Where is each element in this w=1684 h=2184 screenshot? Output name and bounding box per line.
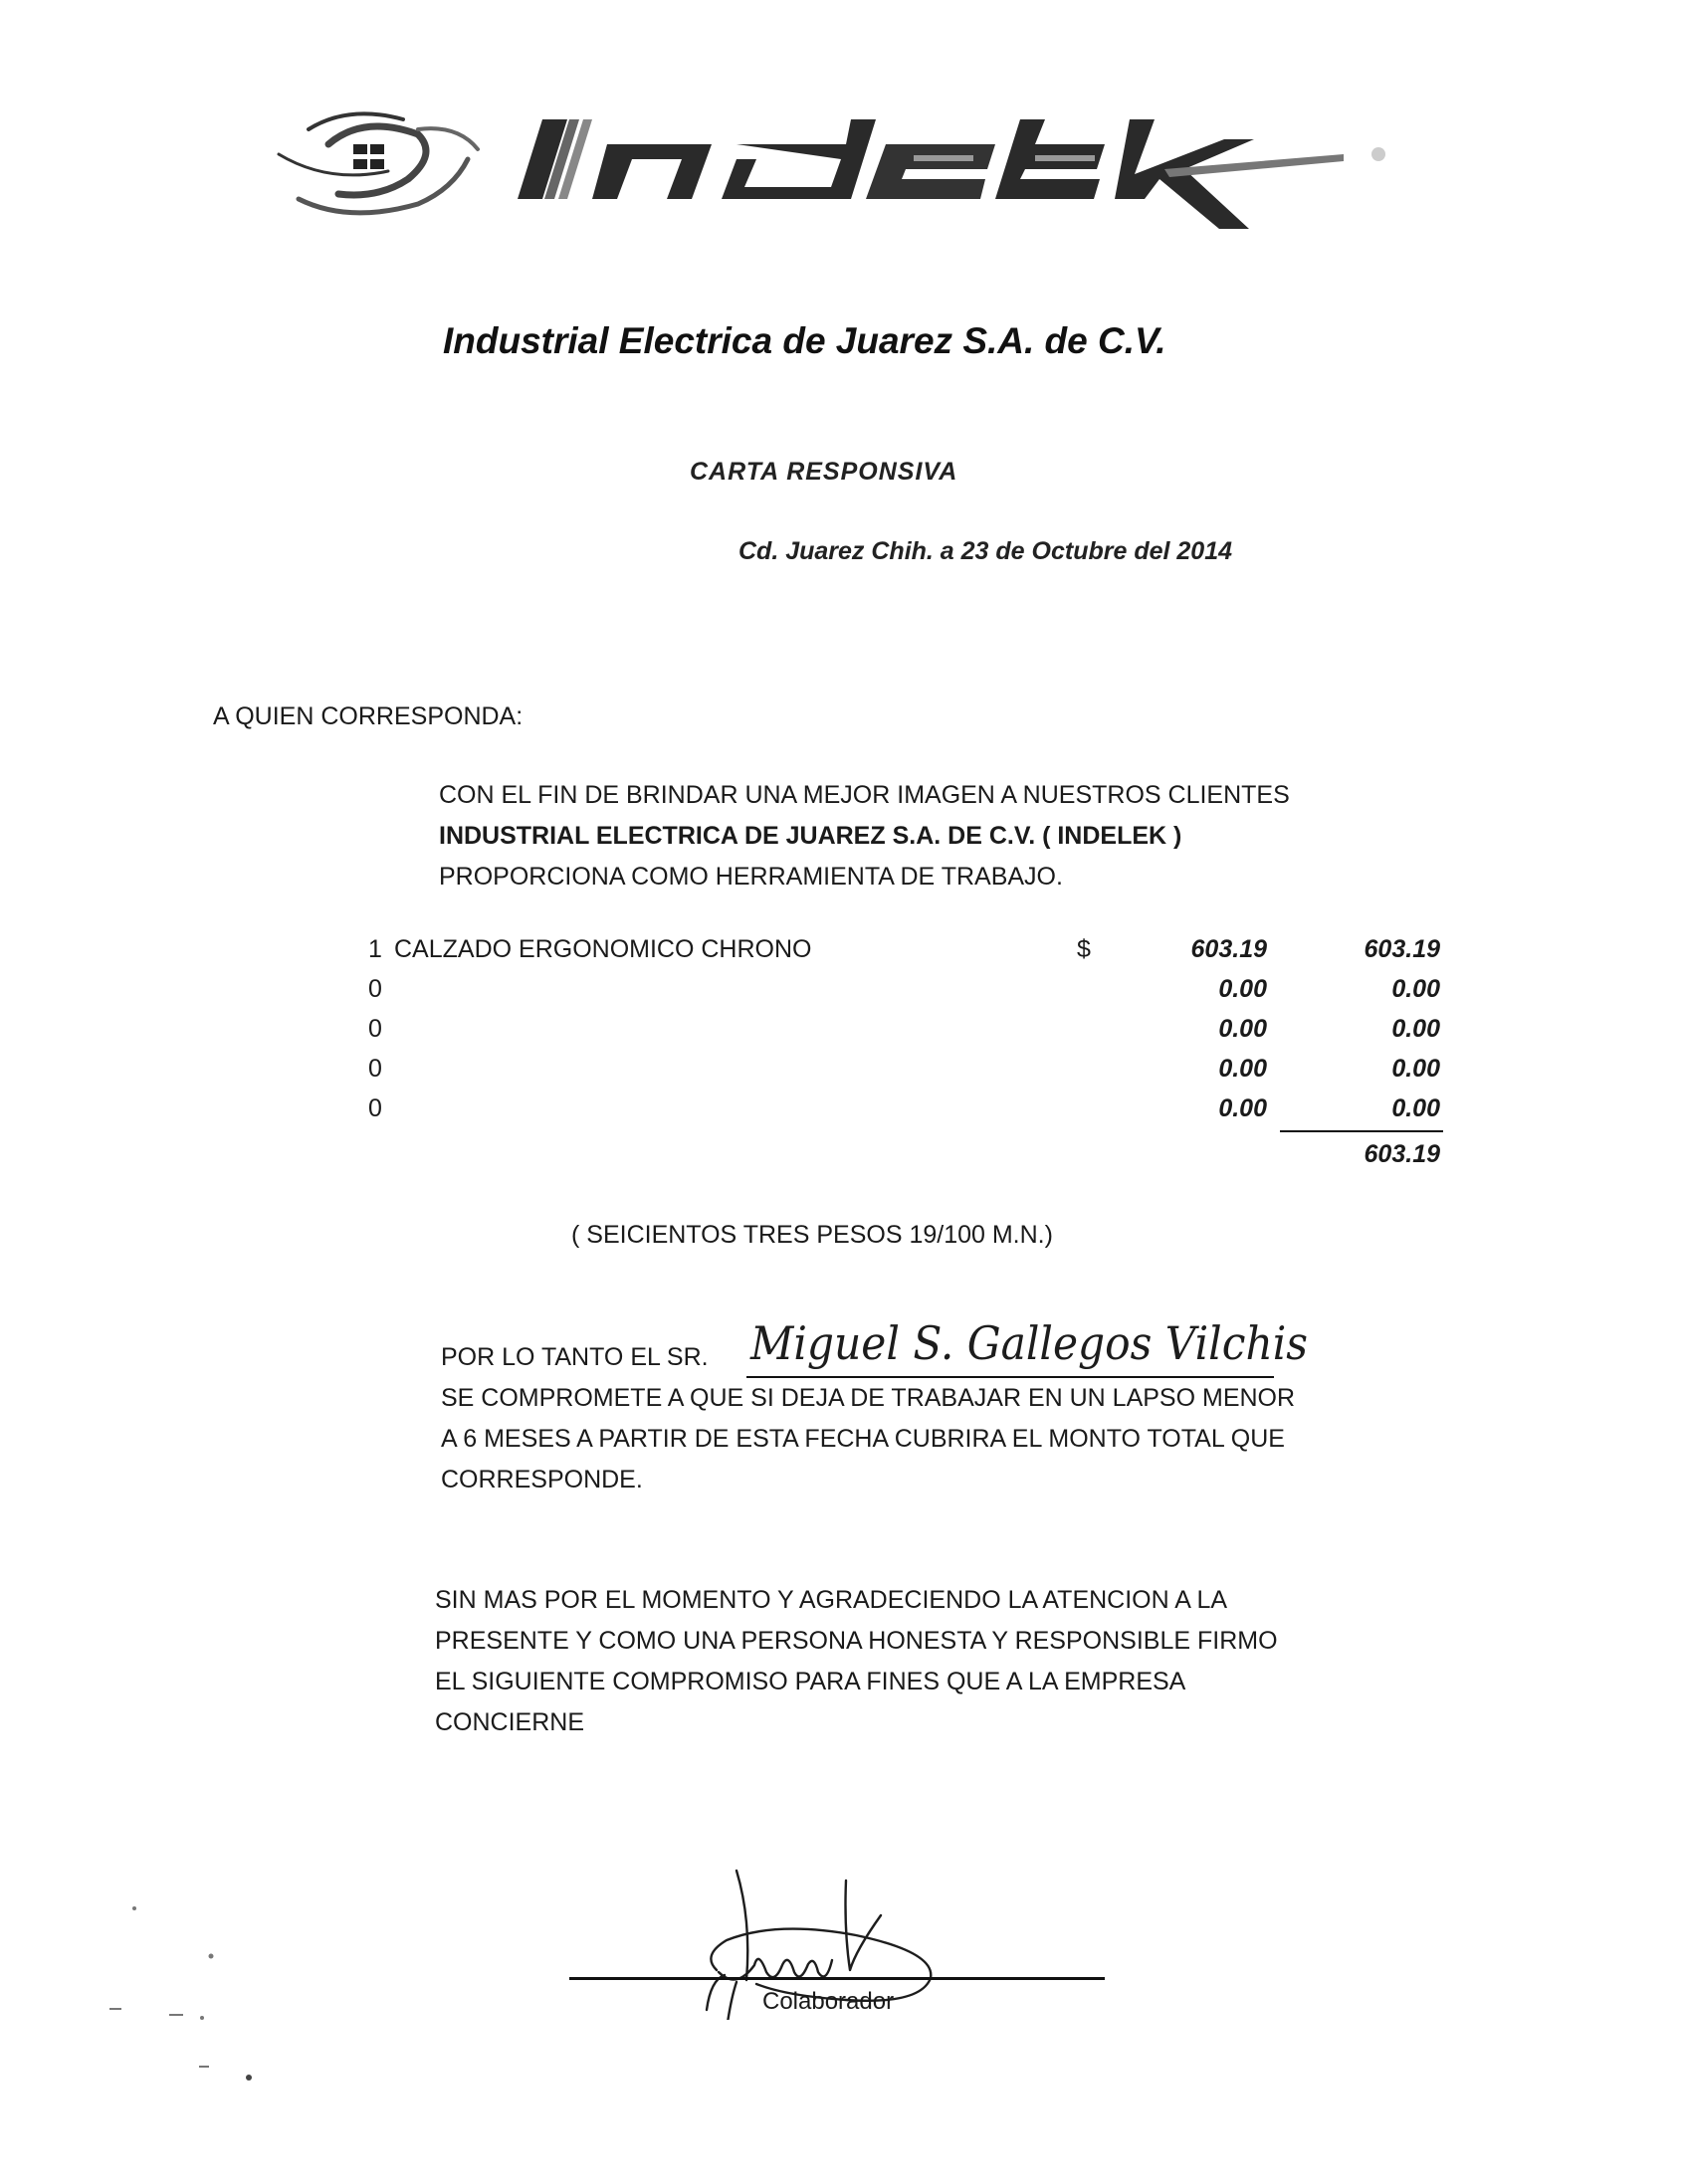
commitment-line-2: SE COMPROMETE A QUE SI DEJA DE TRABAJAR EN UN LAPSO MENOR: [441, 1384, 1296, 1412]
items-table: [368, 935, 1443, 1174]
intro-line-2: INDUSTRIAL ELECTRICA DE JUAREZ S.A. DE C.V. ( INDELEK ): [439, 822, 1182, 850]
item-row: [368, 1015, 1443, 1055]
closing-line-2: PRESENTE Y COMO UNA PERSONA HONESTA Y RESPONSIBLE FIRMO: [435, 1627, 1278, 1655]
item-qty: 0: [368, 1055, 382, 1083]
item-qty: 0: [368, 1094, 382, 1122]
closing-paragraph: [435, 1580, 1278, 1743]
item-amount: 603.19: [1364, 935, 1440, 963]
item-currency: $: [1077, 935, 1091, 963]
company-name: Industrial Electrica de Juarez S.A. de C.V.: [443, 320, 1166, 361]
scan-specks: [100, 1890, 318, 2089]
collaborator-name-text: Miguel S. Gallegos Vilchis: [749, 1316, 1308, 1370]
item-row: [368, 1055, 1443, 1094]
collaborator-label: Colaborador: [762, 1988, 895, 2015]
item-unit-price: 0.00: [1218, 1094, 1267, 1122]
item-description: CALZADO ERGONOMICO CHRONO: [394, 935, 812, 963]
item-row: [368, 935, 1443, 975]
date-line: Cd. Juarez Chih. a 23 de Octubre del 2014: [738, 537, 1233, 565]
item-amount: 0.00: [1391, 1094, 1440, 1122]
intro-line-3: PROPORCIONA COMO HERRAMIENTA DE TRABAJO.: [439, 863, 1063, 891]
total-amount: 603.19: [1364, 1140, 1440, 1168]
amount-in-words: ( SEICIENTOS TRES PESOS 19/100 M.N.): [571, 1221, 1053, 1249]
item-amount: 0.00: [1391, 1055, 1440, 1083]
item-qty: 1: [368, 935, 382, 963]
indelek-logo: [269, 99, 1403, 239]
swirl-icon: [279, 113, 478, 213]
closing-line-3: EL SIGUIENTE COMPROMISO PARA FINES QUE A LA EMPRESA: [435, 1668, 1186, 1695]
item-amount: 0.00: [1391, 1015, 1440, 1043]
total-row: [368, 1134, 1443, 1174]
greeting: A QUIEN CORRESPONDA:: [213, 702, 524, 730]
item-unit-price: 603.19: [1190, 935, 1267, 963]
intro-paragraph: [439, 775, 1290, 897]
item-unit-price: 0.00: [1218, 1015, 1267, 1043]
item-unit-price: 0.00: [1218, 1055, 1267, 1083]
closing-line-1: SIN MAS POR EL MOMENTO Y AGRADECIENDO LA ATENCION A LA: [435, 1586, 1228, 1614]
name-underline: [746, 1376, 1274, 1378]
item-amount: 0.00: [1391, 975, 1440, 1003]
logo-wordmark: [518, 119, 1385, 229]
commitment-line-4: CORRESPONDE.: [441, 1466, 643, 1493]
item-row: [368, 975, 1443, 1015]
item-qty: 0: [368, 975, 382, 1003]
item-row: [368, 1094, 1443, 1134]
closing-line-4: CONCIERNE: [435, 1708, 585, 1736]
total-rule: [1280, 1130, 1443, 1132]
handwritten-collaborator-name: [744, 1311, 1314, 1377]
intro-line-1: CON EL FIN DE BRINDAR UNA MEJOR IMAGEN A NUESTROS CLIENTES: [439, 781, 1290, 809]
signature-line: [569, 1977, 1105, 1980]
item-unit-price: 0.00: [1218, 975, 1267, 1003]
commitment-line-3: A 6 MESES A PARTIR DE ESTA FECHA CUBRIRA EL MONTO TOTAL QUE: [441, 1425, 1285, 1453]
item-qty: 0: [368, 1015, 382, 1043]
commitment-line-1: POR LO TANTO EL SR.: [441, 1343, 709, 1371]
document-title: CARTA RESPONSIVA: [690, 458, 958, 486]
